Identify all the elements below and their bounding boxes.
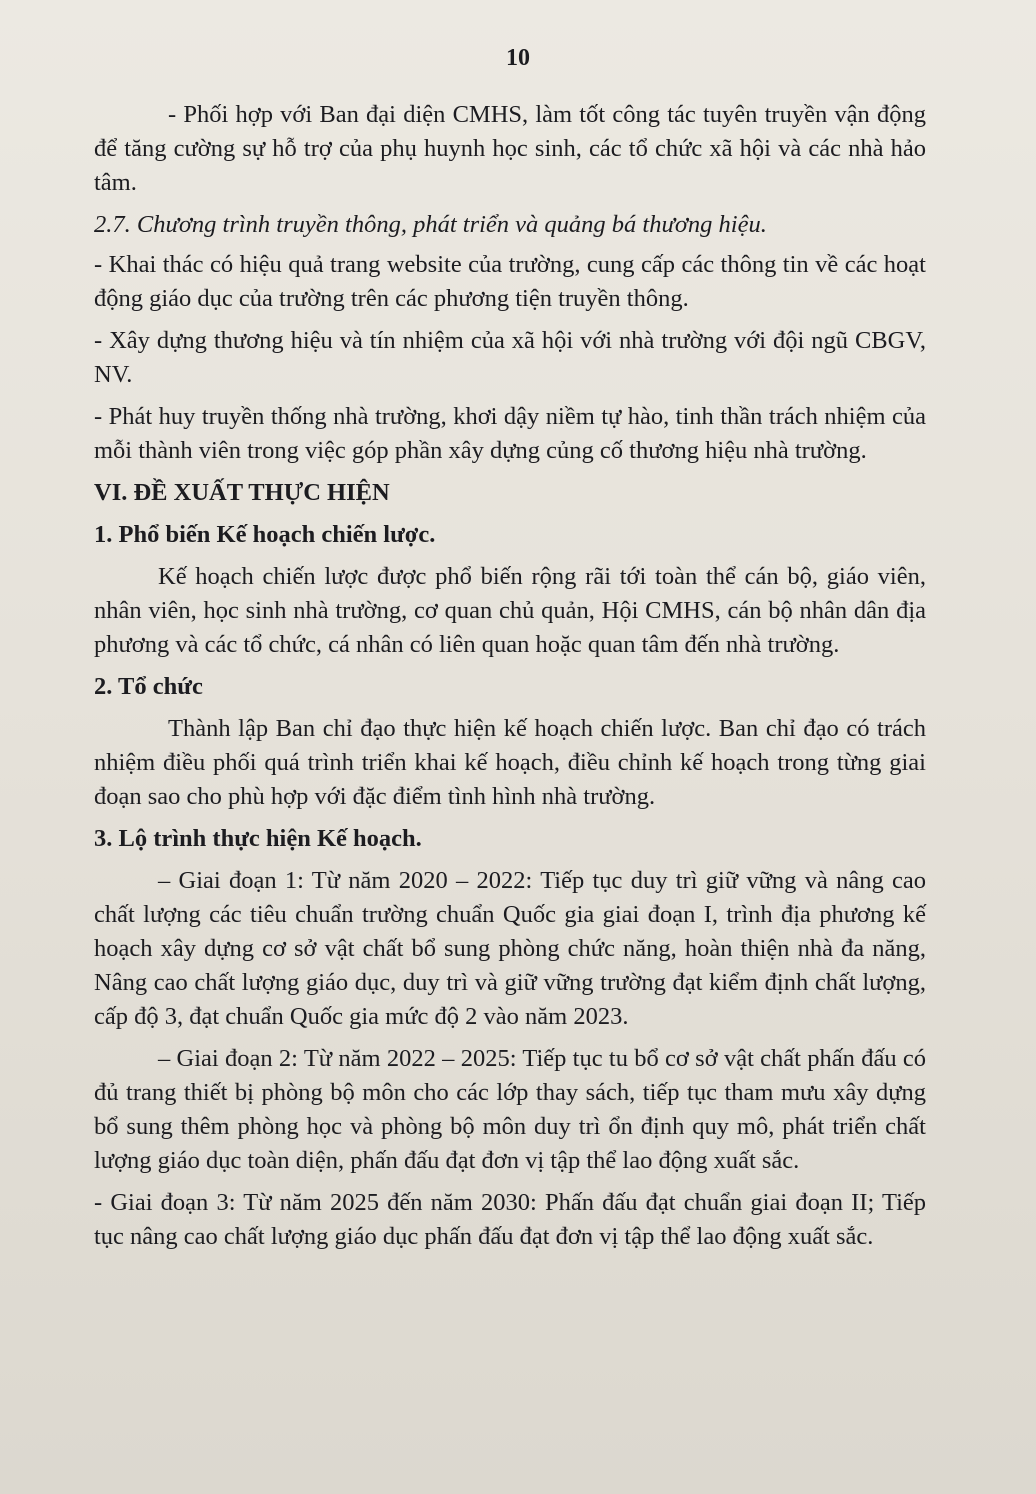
subsection-2-7-title: 2.7. Chương trình truyền thông, phát triển và quảng bá thương hiệu. xyxy=(94,211,767,238)
paragraph-phase-3: - Giai đoạn 3: Từ năm 2025 đến năm 2030: Phấn đấu đạt chuẩn giai đoạn II; Tiếp tục nâng cao chất lượng giáo dục phấn đấu đạt đơn vị tập thể lao động xuất sắc. xyxy=(94,1189,926,1250)
paragraph-phase-2: – Giai đoạn 2: Từ năm 2022 – 2025: Tiếp tục tu bổ cơ sở vật chất phấn đấu có đủ trang thiết bị phòng bộ môn cho các lớp thay sách, tiếp tục tham mưu xây dựng bổ sung thêm phòng học và phòng bộ môn duy trì ổn định quy mô, phát triển chất lượng giáo dục toàn diện, phấn đấu đạt đơn vị tập thể lao động xuất sắc. xyxy=(94,1045,926,1174)
paragraph-dissemination: Kế hoạch chiến lược được phổ biến rộng rãi tới toàn thể cán bộ, giáo viên, nhân viên, học sinh nhà trường, cơ quan chủ quản, Hội CMHS, cán bộ nhân dân địa phương và các tổ chức, cá nhân có liên quan hoặc quan tâm đến nhà trường. xyxy=(94,563,926,658)
paragraph-cmhs-coordination: - Phối hợp với Ban đại diện CMHS, làm tốt công tác tuyên truyền vận động để tăng cường sự hỗ trợ của phụ huynh học sinh, các tổ chức xã hội và các nhà hảo tâm. xyxy=(94,101,926,196)
heading-organization: 2. Tổ chức xyxy=(94,673,203,700)
paragraph-organization: Thành lập Ban chỉ đạo thực hiện kế hoạch chiến lược. Ban chỉ đạo có trách nhiệm điều phối quá trình triển khai kế hoạch, điều chỉnh kế hoạch trong từng giai đoạn sao cho phù hợp với đặc điểm tình hình nhà trường. xyxy=(94,715,926,810)
paragraph-phase-1: – Giai đoạn 1: Từ năm 2020 – 2022: Tiếp tục duy trì giữ vững và nâng cao chất lượng các tiêu chuẩn trường chuẩn Quốc gia giai đoạn I, trình địa phương kế hoạch xây dựng cơ sở vật chất bổ sung phòng chức năng, hoàn thiện nhà đa năng, Nâng cao chất lượng giáo dục, duy trì và giữ vững trường đạt kiểm định chất lượng, cấp độ 3, đạt chuẩn Quốc gia mức độ 2 vào năm 2023. xyxy=(94,867,926,1030)
paragraph-brand-building: - Xây dựng thương hiệu và tín nhiệm của xã hội với nhà trường với đội ngũ CBGV, NV. xyxy=(94,327,926,388)
heading-dissemination: 1. Phổ biến Kế hoạch chiến lược. xyxy=(94,521,436,548)
paragraph-website: - Khai thác có hiệu quả trang website của trường, cung cấp các thông tin về các hoạt động giáo dục của trường trên các phương tiện truyền thông. xyxy=(94,251,926,312)
paragraph-tradition: - Phát huy truyền thống nhà trường, khơi dậy niềm tự hào, tinh thần trách nhiệm của mỗi thành viên trong việc góp phần xây dựng củng cố thương hiệu nhà trường. xyxy=(94,403,926,464)
section-vi-heading: VI. ĐỀ XUẤT THỰC HIỆN xyxy=(94,479,390,506)
heading-roadmap: 3. Lộ trình thực hiện Kế hoạch. xyxy=(94,825,422,852)
document-body xyxy=(94,98,926,1262)
page-number: 10 xyxy=(506,45,530,71)
